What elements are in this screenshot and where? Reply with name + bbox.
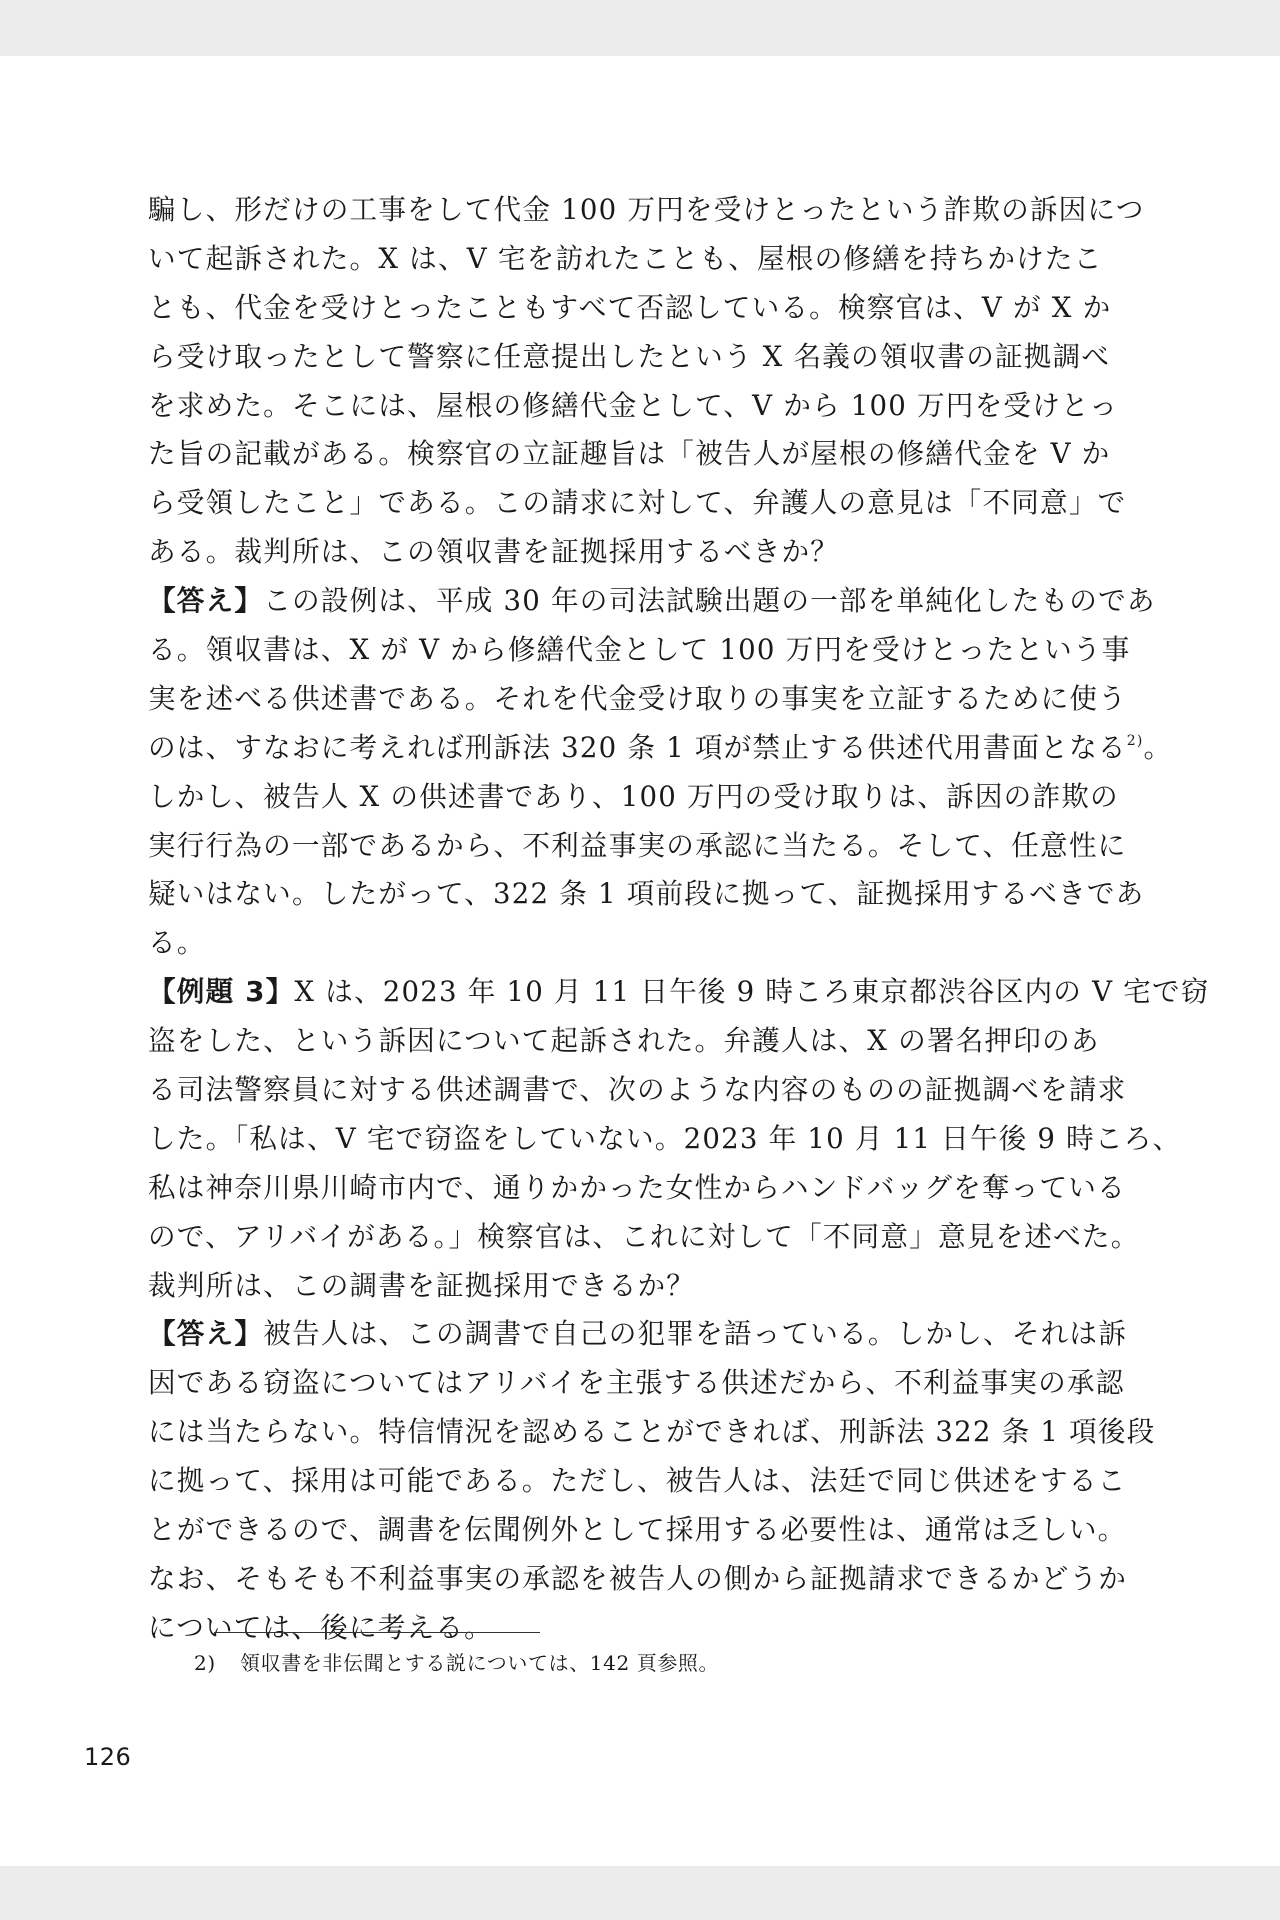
text-line: ら受領したこと」である。この請求に対して、弁護人の意見は「不同意」で bbox=[148, 486, 1127, 520]
text-line: 私は神奈川県川崎市内で、通りかかった女性からハンドバッグを奪っている bbox=[148, 1170, 1126, 1204]
answer-heading-line bbox=[148, 577, 1156, 626]
answer-label: 【答え】 bbox=[148, 1317, 264, 1351]
text-line: 疑いはない。したがって、322 条 1 項前段に拠って、証拠採用するべきであ bbox=[148, 877, 1145, 911]
text-line: 盗をした、という訴因について起訴された。弁護人は、X の署名押印のあ bbox=[148, 1024, 1100, 1058]
example-label: 【例題 3】 bbox=[148, 975, 295, 1009]
text-line: 実行行為の一部であるから、不利益事実の承認に当たる。そして、任意性に bbox=[148, 828, 1127, 862]
text-span: のは、すなおに考えれば刑訴法 320 条 1 項が禁止する供述代用書面となる bbox=[148, 730, 1127, 764]
text-span: 。 bbox=[1143, 730, 1173, 764]
text-line-with-footnote-ref bbox=[148, 724, 1173, 773]
example-heading-line bbox=[148, 968, 1210, 1017]
text-line: した。「私は、V 宅で窃盗をしていない。2023 年 10 月 11 日午後 9 時ころ、 bbox=[148, 1121, 1182, 1155]
text-span: 被告人は、この調書で自己の犯罪を語っている。しかし、それは訴 bbox=[263, 1317, 1128, 1351]
text-line: いて起訴された。X は、V 宅を訪れたことも、屋根の修繕を持ちかけたこ bbox=[148, 241, 1103, 275]
text-line: 騙し、形だけの工事をして代金 100 万円を受けとったという詐欺の訴因につ bbox=[148, 193, 1145, 226]
text-line: なお、そもそも不利益事実の承認を被告人の側から証拠請求できるかどうか bbox=[148, 1561, 1127, 1595]
viewer-top-bar bbox=[0, 0, 1280, 56]
page-number: 126 bbox=[84, 1743, 132, 1771]
text-span: X は、2023 年 10 月 11 日午後 9 時ころ東京都渋谷区内の V 宅で窃 bbox=[294, 975, 1210, 1009]
main-text bbox=[148, 186, 1210, 1653]
text-line: とができるので、調書を伝聞例外として採用する必要性は、通常は乏しい。 bbox=[148, 1513, 1127, 1547]
answer-label: 【答え】 bbox=[148, 584, 264, 618]
text-line: には当たらない。特信情況を認めることができれば、刑訴法 322 条 1 項後段 bbox=[148, 1415, 1156, 1449]
text-line: 裁判所は、この調書を証拠採用できるか？ bbox=[148, 1268, 696, 1302]
text-line: 実を述べる供述書である。それを代金受け取りの事実を立証するために使う bbox=[148, 681, 1127, 715]
text-line: る司法警察員に対する供述調書で、次のような内容のものの証拠調べを請求 bbox=[148, 1073, 1127, 1107]
text-line: しかし、被告人 X の供述書であり、100 万円の受け取りは、訴因の詐欺の bbox=[148, 779, 1119, 813]
footnote-text: 領収書を非伝聞とする説については、142 頁参照。 bbox=[240, 1651, 720, 1675]
footnote-number: 2) bbox=[194, 1651, 216, 1675]
text-line: とも、代金を受けとったこともすべて否認している。検察官は、V が X か bbox=[148, 290, 1112, 324]
text-line: ので、アリバイがある。」検察官は、これに対して「不同意」意見を述べた。 bbox=[148, 1219, 1140, 1253]
text-line: る。 bbox=[148, 926, 206, 960]
text-line: た旨の記載がある。検察官の立証趣旨は「被告人が屋根の修繕代金を V か bbox=[148, 437, 1111, 471]
text-line: に拠って、採用は可能である。ただし、被告人は、法廷で同じ供述をするこ bbox=[148, 1464, 1127, 1498]
text-line: ら受け取ったとして警察に任意提出したという X 名義の領収書の証拠調べ bbox=[148, 339, 1111, 373]
text-line: を求めた。そこには、屋根の修繕代金として、V から 100 万円を受けとっ bbox=[148, 388, 1119, 422]
footnote-reference[interactable]: 2) bbox=[1126, 732, 1144, 749]
viewer-bottom-bar bbox=[0, 1866, 1280, 1920]
text-line: る。領収書は、X が V から修繕代金として 100 万円を受けとったという事 bbox=[148, 633, 1131, 667]
text-line: 因である窃盗についてはアリバイを主張する供述だから、不利益事実の承認 bbox=[148, 1366, 1125, 1400]
text-line: については、後に考える。 bbox=[148, 1610, 493, 1644]
text-line: ある。裁判所は、この領収書を証拠採用するべきか？ bbox=[148, 535, 840, 569]
text-span: この設例は、平成 30 年の司法試験出題の一部を単純化したものであ bbox=[263, 584, 1156, 618]
footnote bbox=[194, 1648, 719, 1678]
footnote-divider bbox=[214, 1632, 540, 1633]
answer-heading-line bbox=[148, 1310, 1128, 1359]
